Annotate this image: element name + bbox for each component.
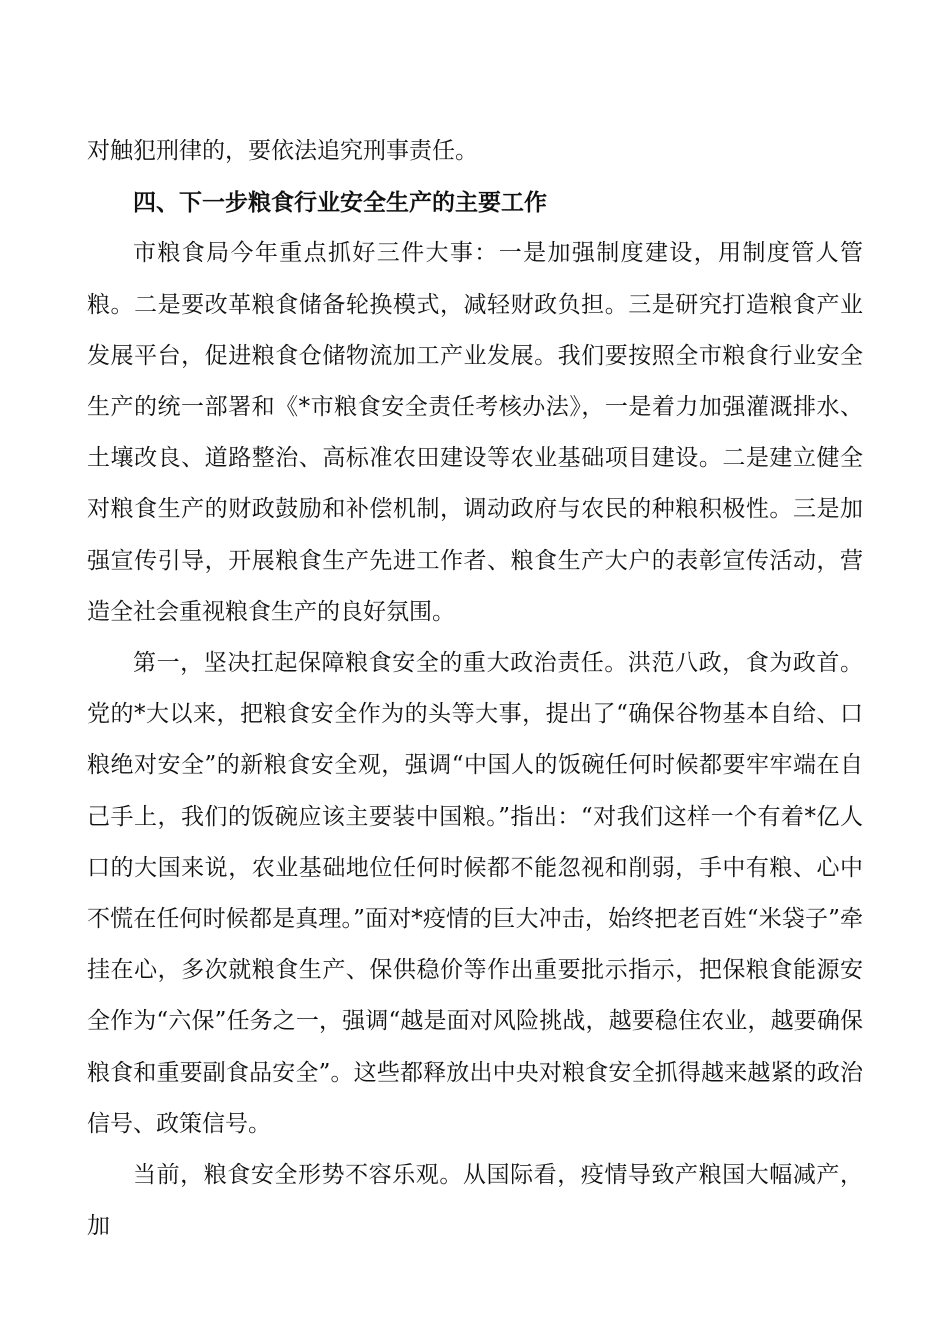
document-page bbox=[87, 126, 863, 1252]
paragraph-three-tasks: 市粮食局今年重点抓好三件大事：一是加强制度建设，用制度管人管粮。二是要改革粮食储备轮换模式，减轻财政负担。三是研究打造粮食产业发展平台，促进粮食仓储物流加工产业发展。我们要按照全市粮食行业安全生产的统一部署和《*市粮食安全责任考核办法》，一是着力加强灌溉排水、土壤改良、道路整治、高标准农田建设等农业基础项目建设。二是建立健全对粮食生产的财政鼓励和补偿机制，调动政府与农民的种粮积极性。三是加强宣传引导，开展粮食生产先进工作者、粮食生产大户的表彰宣传活动，营造全社会重视粮食生产的良好氛围。 bbox=[87, 240, 863, 625]
paragraph-continuation: 对触犯刑律的，要依法追究刑事责任。 bbox=[87, 138, 478, 164]
paragraph-current-situation: 当前，粮食安全形势不容乐观。从国际看，疫情导致产粮国大幅减产，加 bbox=[87, 1162, 863, 1240]
paragraph-first-point: 第一，坚决扛起保障粮食安全的重大政治责任。洪范八政，食为政首。党的*大以来，把粮食安全作为的头等大事，提出了“确保谷物基本自给、口粮绝对安全”的新粮食安全观，强调“中国人的饭碗任何时候都要牢牢端在自己手上，我们的饭碗应该主要装中国粮。”指出：“对我们这样一个有着*亿人口的大国来说，农业基础地位任何时候都不能忽视和削弱，手中有粮、心中不慌在任何时候都是真理。”面对*疫情的巨大冲击，始终把老百姓“米袋子”牵挂在心，多次就粮食生产、保供稳价等作出重要批示指示，把保粮食能源安全作为“六保”任务之一，强调“越是面对风险挑战，越要稳住农业，越要确保粮食和重要副食品安全”。这些都释放出中央对粮食安全抓得越来越紧的政治信号、政策信号。 bbox=[87, 650, 863, 1137]
section-heading: 四、下一步粮食行业安全生产的主要工作 bbox=[133, 189, 547, 217]
